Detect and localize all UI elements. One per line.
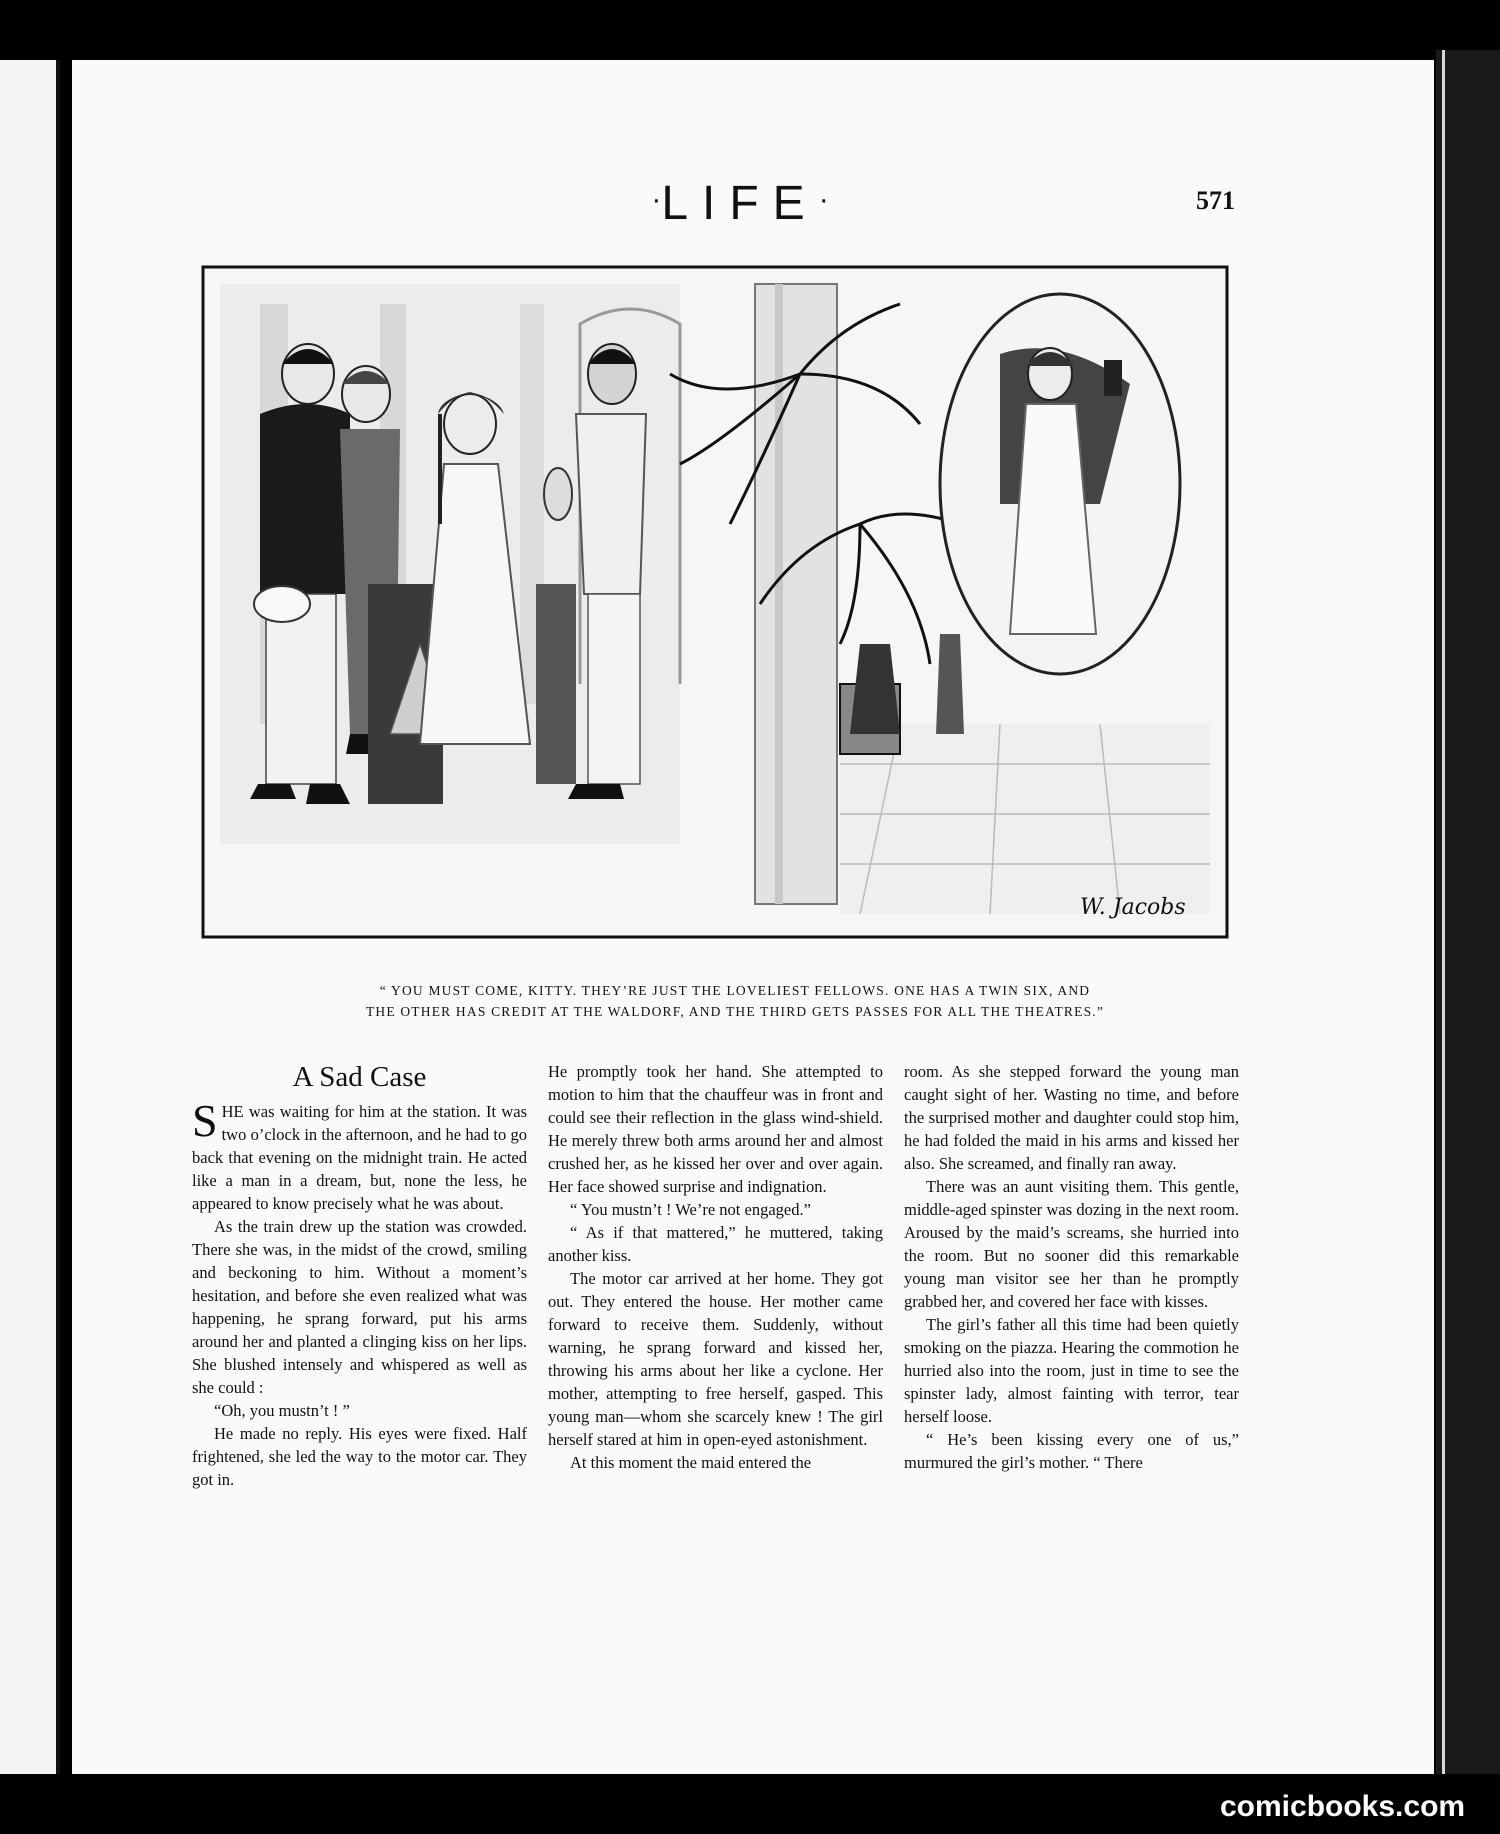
article-headline: A Sad Case	[292, 1061, 427, 1093]
masthead-title: LIFE	[661, 177, 819, 230]
caption-line: THE OTHER HAS CREDIT AT THE WALDORF, AND THE THIRD GETS PASSES FOR ALL THE THEATRES.”	[365, 1004, 1105, 1019]
illustration-caption	[250, 980, 1220, 1022]
article-paragraph: The motor car arrived at her home. They got out. They entered the house. Her mother came forward to receive them. Suddenly, without warning, he sprang forward and kissed her, throwing his arms about her like a cyclone. Her mother, attempting to free herself, gasped. This young man—whom she scarcely knew ! The girl herself stared at him in open-eyed astonishment.	[548, 1269, 883, 1449]
illustration-signature: W. Jacobs	[1080, 895, 1186, 920]
article-paragraph: “ You mustn’t ! We’re not engaged.”	[570, 1200, 811, 1219]
page-number: 571	[1196, 186, 1235, 215]
article-column-3	[904, 1060, 1239, 1474]
article-column-1	[192, 1060, 527, 1491]
article-paragraph: As the train drew up the station was crowded. There she was, in the midst of the crowd, smiling and beckoning to him. Without a moment’s hesitation, and before she even realized what was happening, he sprang forward, put his arms around her and planted a clinging kiss on her lips. She blushed intensely and whispered as well as she could :	[192, 1217, 527, 1397]
article-paragraph: There was an aunt visiting them. This gentle, middle-aged spinster was dozing in the next room. Aroused by the maid’s screams, she hurried into the room. But no sooner did this remarkable young man visitor see her than he promptly grabbed her, and covered her face with kisses.	[904, 1177, 1239, 1311]
article-paragraph: The girl’s father all this time had been quietly smoking on the piazza. Hearing the commotion he hurried also into the room, just in time to see the spinster lady, almost fainting with terror, tear herself loose.	[904, 1315, 1239, 1426]
article-paragraph: “ As if that mattered,” he muttered, taking another kiss.	[548, 1223, 883, 1265]
article-paragraph: He promptly took her hand. She attempted to motion to him that the chauffeur was in front and could see their reflection in the glass wind-shield. He merely threw both arms around her and almost crushed her, as he kissed her over and over again. Her face showed surprise and indignation.	[548, 1062, 883, 1196]
article-column-2	[548, 1060, 883, 1474]
right-page-edge	[1436, 50, 1500, 1774]
caption-line: “ YOU MUST COME, KITTY. THEY’RE JUST THE LOVELIEST FELLOWS. ONE HAS A TWIN SIX, AND	[379, 983, 1091, 998]
masthead: ·LIFE·	[651, 177, 829, 230]
drop-cap: S	[192, 1095, 218, 1146]
article-paragraph: SHE was waiting for him at the station. It was two o’clock in the afternoon, and he had to go back that evening on the midnight train. He acted like a man in a dream, but, none the less, he appeared to know precisely what he was about.	[192, 1095, 527, 1213]
article-paragraph: room. As she stepped forward the young man caught sight of her. Wasting no time, and before the surprised mother and daughter could stop him, he had folded the maid in his arms and kissed her also. She screamed, and finally ran away.	[904, 1062, 1239, 1173]
left-page-edge	[0, 60, 60, 1774]
site-watermark: comicbooks.com	[1220, 1790, 1466, 1823]
article-paragraph: At this moment the maid entered the	[570, 1453, 812, 1472]
illustration	[200, 264, 1230, 940]
article-paragraph: “ He’s been kissing every one of us,” murmured the girl’s mother. “ There	[904, 1430, 1239, 1472]
article-paragraph: He made no reply. His eyes were fixed. Half frightened, she led the way to the motor car. They got in.	[192, 1424, 527, 1489]
article-paragraph: “Oh, you mustn’t ! ”	[214, 1401, 350, 1420]
